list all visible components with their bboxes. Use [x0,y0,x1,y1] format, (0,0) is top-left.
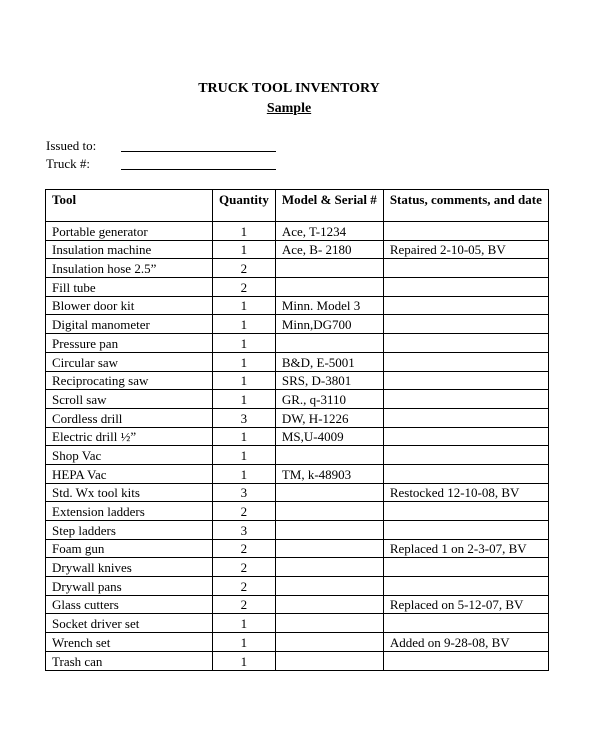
table-row [46,651,549,670]
quantity-cell: 1 [213,464,276,483]
truck-number-label: Truck #: [46,156,90,171]
model-serial-cell: B&D, E-5001 [275,352,383,371]
quantity-cell: 3 [213,521,276,540]
table-row [46,259,549,278]
table-row [46,446,549,465]
tool-cell: Glass cutters [46,595,213,614]
table-row [46,633,549,652]
status-cell: Restocked 12-10-08, BV [383,483,548,502]
quantity-cell: 2 [213,595,276,614]
table-header-row [46,190,549,222]
status-cell [383,259,548,278]
table-row [46,352,549,371]
quantity-cell: 1 [213,240,276,259]
table-row [46,222,549,241]
quantity-cell: 1 [213,334,276,353]
model-serial-cell: Ace, T-1234 [275,222,383,241]
quantity-cell: 2 [213,278,276,297]
quantity-cell: 1 [213,222,276,241]
header-tool: Tool [46,190,213,222]
status-cell [383,464,548,483]
quantity-cell: 3 [213,408,276,427]
quantity-cell: 3 [213,483,276,502]
model-serial-cell [275,334,383,353]
model-serial-cell: DW, H-1226 [275,408,383,427]
status-cell [383,614,548,633]
status-cell [383,577,548,596]
model-serial-cell [275,595,383,614]
document-title: TRUCK TOOL INVENTORY [198,81,380,96]
model-serial-cell [275,558,383,577]
status-cell: Repaired 2-10-05, BV [383,240,548,259]
table-row [46,502,549,521]
tool-cell: Foam gun [46,539,213,558]
table-row [46,371,549,390]
table-row [46,334,549,353]
tool-cell: Std. Wx tool kits [46,483,213,502]
quantity-cell: 1 [213,315,276,334]
status-cell [383,352,548,371]
quantity-cell: 1 [213,614,276,633]
table-body [46,222,549,671]
quantity-cell: 2 [213,259,276,278]
quantity-cell: 1 [213,371,276,390]
table-row [46,595,549,614]
table-row [46,278,549,297]
quantity-cell: 1 [213,427,276,446]
issued-to-field [46,138,276,154]
tool-cell: Socket driver set [46,614,213,633]
status-cell [383,408,548,427]
model-serial-cell [275,651,383,670]
model-serial-cell [275,521,383,540]
model-serial-cell [275,483,383,502]
status-cell [383,521,548,540]
tool-cell: Circular saw [46,352,213,371]
table-row [46,521,549,540]
status-cell [383,390,548,409]
tool-cell: Drywall pans [46,577,213,596]
tool-cell: Scroll saw [46,390,213,409]
tool-cell: Wrench set [46,633,213,652]
tool-cell: HEPA Vac [46,464,213,483]
model-serial-cell [275,446,383,465]
quantity-cell: 2 [213,558,276,577]
quantity-cell: 2 [213,502,276,521]
tool-cell: Reciprocating saw [46,371,213,390]
status-cell [383,296,548,315]
inventory-table [45,189,549,671]
table-row [46,315,549,334]
status-cell [383,334,548,353]
quantity-cell: 1 [213,390,276,409]
tool-cell: Fill tube [46,278,213,297]
truck-number-blank [121,159,276,170]
quantity-cell: 2 [213,577,276,596]
model-serial-cell [275,614,383,633]
document-subtitle: Sample [266,101,312,116]
table-row [46,483,549,502]
model-serial-cell [275,502,383,521]
model-serial-cell: Minn. Model 3 [275,296,383,315]
status-cell [383,427,548,446]
truck-number-field [46,156,276,172]
status-cell: Replaced on 5-12-07, BV [383,595,548,614]
tool-cell: Electric drill ½” [46,427,213,446]
issued-to-label: Issued to: [46,138,97,153]
table-row [46,464,549,483]
status-cell [383,278,548,297]
status-cell: Replaced 1 on 2-3-07, BV [383,539,548,558]
header-quantity: Quantity [213,190,276,222]
table-row [46,539,549,558]
tool-cell: Drywall knives [46,558,213,577]
tool-cell: Cordless drill [46,408,213,427]
model-serial-cell: SRS, D-3801 [275,371,383,390]
model-serial-cell [275,577,383,596]
model-serial-cell: TM, k-48903 [275,464,383,483]
tool-cell: Trash can [46,651,213,670]
quantity-cell: 1 [213,352,276,371]
status-cell [383,502,548,521]
quantity-cell: 1 [213,633,276,652]
status-cell [383,222,548,241]
model-serial-cell: GR., q-3110 [275,390,383,409]
quantity-cell: 2 [213,539,276,558]
table-row [46,240,549,259]
status-cell [383,315,548,334]
model-serial-cell: MS,U-4009 [275,427,383,446]
tool-cell: Insulation hose 2.5” [46,259,213,278]
model-serial-cell: Ace, B- 2180 [275,240,383,259]
table-row [46,614,549,633]
tool-cell: Portable generator [46,222,213,241]
tool-cell: Step ladders [46,521,213,540]
issued-to-blank [121,141,276,152]
tool-cell: Extension ladders [46,502,213,521]
model-serial-cell [275,259,383,278]
table-row [46,408,549,427]
status-cell: Added on 9-28-08, BV [383,633,548,652]
table-row [46,427,549,446]
header-model-serial: Model & Serial # [275,190,383,222]
tool-cell: Blower door kit [46,296,213,315]
tool-cell: Pressure pan [46,334,213,353]
table-row [46,558,549,577]
tool-cell: Shop Vac [46,446,213,465]
status-cell [383,371,548,390]
model-serial-cell [275,539,383,558]
quantity-cell: 1 [213,446,276,465]
table-row [46,577,549,596]
model-serial-cell: Minn,DG700 [275,315,383,334]
status-cell [383,651,548,670]
status-cell [383,446,548,465]
quantity-cell: 1 [213,296,276,315]
quantity-cell: 1 [213,651,276,670]
table-row [46,296,549,315]
header-status: Status, comments, and date [383,190,548,222]
tool-cell: Digital manometer [46,315,213,334]
model-serial-cell [275,633,383,652]
status-cell [383,558,548,577]
table-row [46,390,549,409]
model-serial-cell [275,278,383,297]
tool-cell: Insulation machine [46,240,213,259]
